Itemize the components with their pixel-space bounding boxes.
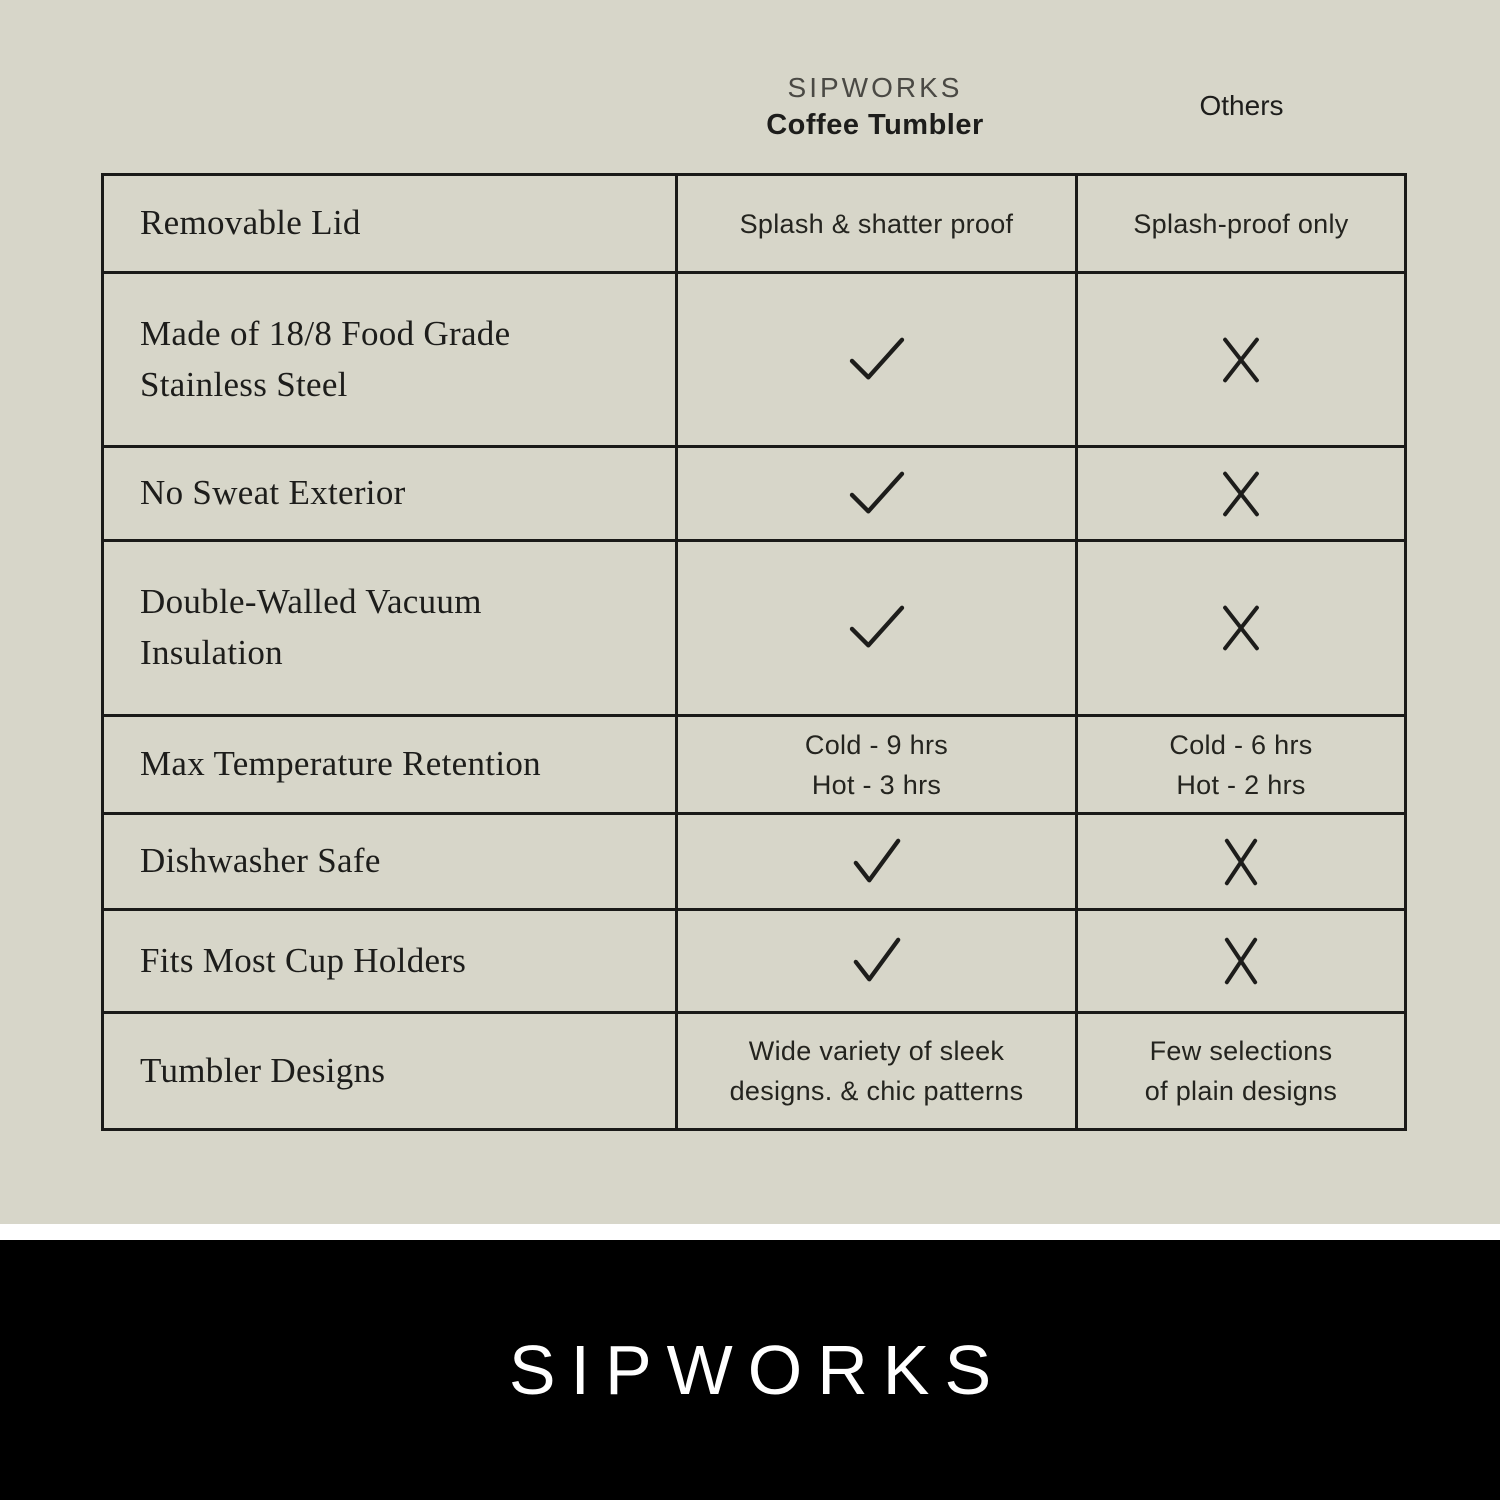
cross-icon (1218, 468, 1264, 520)
sipworks-value-cell (675, 908, 1075, 1011)
brand-name-label: SIPWORKS (787, 72, 963, 103)
feature-label: No Sweat Exterior (104, 445, 675, 539)
footer-divider (0, 1224, 1500, 1240)
comparison-table (101, 173, 1407, 1131)
feature-label: Removable Lid (140, 203, 361, 243)
column-header-sipworks (674, 72, 1076, 142)
value-line: Few selections (1149, 1036, 1333, 1066)
feature-label: Max Temperature Retention (104, 714, 675, 812)
product-name-label: Coffee Tumbler (766, 109, 984, 141)
feature-label: Made of 18/8 Food Grade Stainless Steel (104, 271, 675, 445)
cross-icon (1218, 935, 1264, 987)
others-value-cell (1075, 445, 1404, 539)
feature-label: Fits Most Cup Holders (104, 908, 675, 1011)
feature-label: Double-Walled Vacuum Insulation (104, 539, 675, 714)
cross-icon (1218, 602, 1264, 654)
value-line: Hot - 3 hrs (811, 769, 942, 800)
check-icon (846, 936, 908, 986)
footer-brand-logo: SIPWORKS (508, 1331, 1007, 1409)
sipworks-value-cell (675, 714, 1075, 812)
others-value-cell (1075, 812, 1404, 908)
feature-label: Dishwasher Safe (104, 812, 675, 908)
others-value-cell (1075, 1011, 1404, 1128)
others-value-cell (1075, 539, 1404, 714)
check-icon (846, 469, 908, 519)
footer-bar (0, 1240, 1500, 1500)
value-line: of plain designs (1144, 1076, 1338, 1106)
sipworks-value-cell (675, 539, 1075, 714)
value-line: Wide variety of sleek (748, 1036, 1005, 1066)
cross-icon (1218, 836, 1264, 888)
others-value-cell (1075, 714, 1404, 812)
value-line: Hot - 2 hrs (1176, 769, 1306, 800)
value-line: designs. & chic patterns (729, 1076, 1024, 1106)
column-header-others: Others (1199, 90, 1284, 121)
feature-label: Tumbler Designs (104, 1011, 675, 1128)
others-value-cell (1075, 271, 1404, 445)
others-value-cell (1075, 908, 1404, 1011)
check-icon (846, 335, 908, 385)
value-line: Cold - 6 hrs (1169, 729, 1313, 760)
sipworks-value-cell (675, 271, 1075, 445)
others-value-cell: Splash-proof only (1075, 176, 1404, 271)
check-icon (846, 603, 908, 653)
sipworks-value-cell: Splash & shatter proof (675, 176, 1075, 271)
check-icon (846, 837, 908, 887)
cross-icon (1218, 334, 1264, 386)
sipworks-value-cell (675, 812, 1075, 908)
sipworks-value-cell (675, 445, 1075, 539)
value-line: Cold - 9 hrs (804, 729, 949, 760)
sipworks-value-cell (675, 1011, 1075, 1128)
